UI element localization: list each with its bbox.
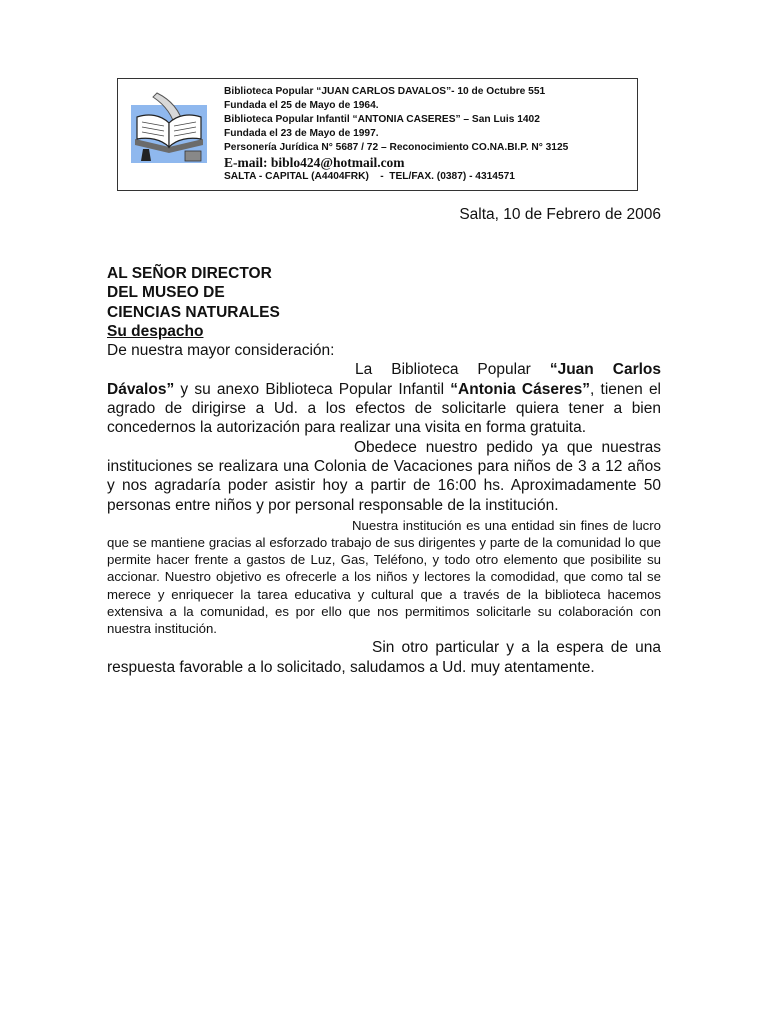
paragraph-reason: Obedece nuestro pedido ya que nuestras instituciones se realizara una Colonia de Vacaciones para niños de 3 a 12 años y nos agradaría poder asistir hoy a partir de 16:00 hs. Aproximadamente 50 personas entre niños y por personal responsable de la institución. [107,438,661,514]
letterhead-text [224,85,634,184]
open-book-logo-icon [129,91,209,171]
letterhead-box [117,78,638,191]
letterhead-line: Fundada el 23 de Mayo de 1997. [224,128,379,139]
paragraph-institution: Nuestra institución es una entidad sin fines de lucro que se mantiene gracias al esforzado trabajo de sus dirigentes y parte de la comunidad lo que permite hacer frente a gastos de Luz, Gas, Teléfono, y todo otro elemento que posibilite su accionar. Nuestro objetivo es ofrecerle a los niños y lectores la comodidad, que como tal se merece y enriquecer la tarea educativa y cultural que a través de la biblioteca hacemos extensiva a la comunidad, es por ello que nos permitimos solicitarle su colaboración con nuestra institución. [107,517,661,637]
recipient-line: DEL MUSEO DE [107,284,225,302]
letterhead-line: Fundada el 25 de Mayo de 1964. [224,100,379,111]
library-name: “Juan Carlos Dávalos” [107,361,661,398]
recipient-line: CIENCIAS NATURALES [107,303,280,321]
letter-body [107,264,661,677]
letterhead-email: E-mail: biblo424@hotmail.com [224,155,405,170]
letterhead-line: Biblioteca Popular Infantil “ANTONIA CASERES” – San Luis 1402 [224,114,540,125]
paragraph-text: y su anexo Biblioteca Popular Infantil [174,380,451,398]
recipient-line: AL SEÑOR DIRECTOR [107,265,272,282]
paragraph-request [107,360,661,437]
paragraph-text: , tienen el agrado de dirigirse a Ud. a los efectos de solicitarle quiera tener a bien concedernos la autorización para realizar una visita en forma gratuita. [107,380,662,437]
children-library-name: “Antonia Cáseres” [450,380,590,398]
salutation: De nuestra mayor consideración: [107,342,335,360]
letterhead-line: Personería Jurídica N° 5687 / 72 – Reconocimiento CO.NA.BI.P. N° 3125 [224,142,569,153]
letterhead-address: SALTA - CAPITAL (A4404FRK) - TEL/FAX. (0387) - 4314571 [224,171,515,182]
letter-date: Salta, 10 de Febrero de 2006 [459,206,661,223]
recipient-despacho: Su despacho [107,322,204,340]
paragraph-closing: Sin otro particular y a la espera de una respuesta favorable a lo solicitado, saludamos a Ud. muy atentamente. [107,639,661,676]
paragraph-text: La Biblioteca Popular [355,361,550,379]
letterhead-line: Biblioteca Popular “JUAN CARLOS DAVALOS”- 10 de Octubre 551 [224,86,546,97]
